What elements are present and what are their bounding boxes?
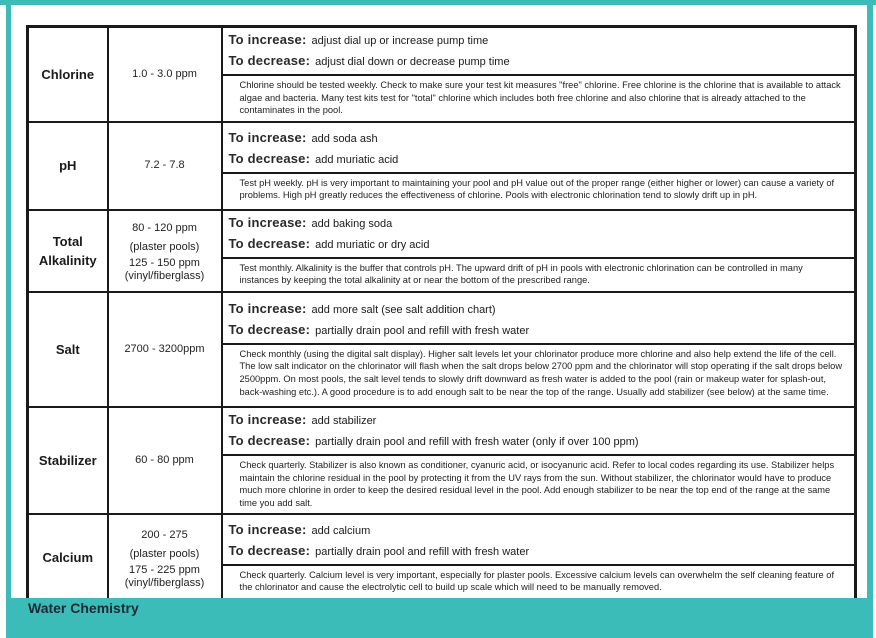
table-row-total-alkalinity <box>28 210 856 292</box>
top-accent-border <box>0 0 876 5</box>
increase-text: add stabilizer <box>311 414 377 427</box>
guidance-note: Test monthly. Alkalinity is the buffer that controls pH. The upward drift of pH in pools with electronic chlorination can be controlled in many instances by keeping the total alkalinity at or near the bottom of the prescribed range. <box>239 262 803 286</box>
adjustment-instructions <box>223 211 855 259</box>
increase-text: add soda ash <box>311 132 378 145</box>
range-line: 1.0 - 3.0 ppm <box>132 67 197 80</box>
adjustment-cell <box>222 122 856 210</box>
guidance-note: Check monthly (using the digital salt display). Higher salt levels let your chlorinator produce more chlorine and also help extend the life of the cell. The low salt indicator on the chlorinator will flash when the salt drops below 2700 ppm and the chlorinator will stop operating if the salt drops below 2500ppm. On most pools, the salt level tends to slowly drift downward as fresh water is added to the pool (rain or makeup water for splash-out, back-washing etc.). A good procedure is to add enough salt to be near the top of the range. Usually add stabilizer (see below) at the same time. <box>239 348 843 397</box>
decrease-text: adjust dial down or decrease pump time <box>315 56 510 68</box>
table-row-chlorine <box>28 27 856 122</box>
adjustment-cell <box>222 292 856 407</box>
range-line: 2700 - 3200ppm <box>124 342 205 355</box>
parameter-name: Salt <box>28 292 108 407</box>
footer-title: Water Chemistry <box>28 600 139 616</box>
parameter-name-line: Total <box>52 233 83 249</box>
decrease-text: partially drain pool and refill with fresh water <box>315 324 530 337</box>
increase-label: To increase: <box>228 32 307 47</box>
ideal-range <box>108 210 222 292</box>
increase-text: add baking soda <box>311 217 393 230</box>
adjustment-cell <box>222 407 856 514</box>
guidance-note: Chlorine should be tested weekly. Check to make sure your test kit measures "free" chlorine. Free chlorine is the chlorine that is available to attack algae and bacteria. Many test kits test for "total" chlorine which includes both free chlorine and also chlorine that is already attached to the contaminates in the pool. <box>239 80 841 116</box>
adjustment-cell <box>222 27 856 122</box>
range-line: 125 - 150 ppm <box>129 256 200 269</box>
decrease-text: partially drain pool and refill with fresh water <box>315 545 530 558</box>
increase-instruction <box>229 128 849 149</box>
decrease-instruction <box>229 51 849 72</box>
ideal-range <box>108 514 222 601</box>
increase-label: To increase: <box>228 300 307 316</box>
increase-label: To increase: <box>228 411 307 427</box>
increase-instruction <box>229 213 849 234</box>
decrease-text: partially drain pool and refill with fresh water (only if over 100 ppm) <box>315 435 639 448</box>
increase-label: To increase: <box>228 521 307 537</box>
decrease-label: To decrease: <box>228 150 311 166</box>
decrease-label: To decrease: <box>228 53 311 68</box>
adjustment-cell <box>222 514 856 601</box>
increase-label: To increase: <box>228 129 307 145</box>
decrease-instruction <box>229 320 849 341</box>
increase-instruction <box>229 410 849 431</box>
table-row-stabilizer <box>28 407 856 514</box>
table-row-ph <box>28 122 856 210</box>
increase-instruction <box>229 30 849 51</box>
adjustment-cell <box>222 210 856 292</box>
decrease-text: add muriatic or dry acid <box>315 238 430 251</box>
decrease-instruction <box>229 234 849 255</box>
adjustment-instructions <box>223 297 855 345</box>
adjustment-instructions <box>223 408 855 456</box>
ideal-range <box>108 292 222 407</box>
range-line: (plaster pools) <box>129 240 200 253</box>
increase-text: adjust dial up or increase pump time <box>311 35 489 47</box>
water-chemistry-table <box>26 25 857 603</box>
increase-text: add calcium <box>311 524 371 537</box>
decrease-label: To decrease: <box>228 542 311 558</box>
guidance-note: Check quarterly. Calcium level is very important, especially for plaster pools. Excessive calcium levels can overwhelm the self cleaning feature of the chlorinator and cause the electrolytic cell to build up scale which will need to be manually removed. <box>239 569 835 593</box>
adjustment-instructions <box>223 28 855 76</box>
table-row-salt <box>28 292 856 407</box>
parameter-name: Chlorine <box>28 27 108 122</box>
increase-instruction <box>229 299 849 320</box>
adjustment-instructions <box>223 126 855 174</box>
parameter-name: Calcium <box>28 514 108 601</box>
range-line: (plaster pools) <box>129 547 200 560</box>
ideal-range <box>108 27 222 122</box>
decrease-label: To decrease: <box>228 432 311 448</box>
ideal-range <box>108 407 222 514</box>
guidance-note: Check quarterly. Stabilizer is also known as conditioner, cyanuric acid, or isocyanuric acid. Refer to local codes regarding its use. Stabilizer helps maintain the chlorine residual in the pool by protecting it from the UV rays from the sun. Without stabilizer, the chlorinator would have to produce much more chlorine in order to keep the desired residual level in the pool. Add enough stabilizer to be near the top end of the range at the same time you add salt. <box>239 459 835 508</box>
guidance-note: Test pH weekly. pH is very important to maintaining your pool and pH value out of the proper range (either higher or lower) can cause a variety of problems. High pH greatly reduces the effectiveness of chlorine. Pools with electronic chlorination tend to slowly drift up in pH. <box>239 177 835 201</box>
parameter-name <box>28 210 108 292</box>
ideal-range <box>108 122 222 210</box>
decrease-label: To decrease: <box>228 235 311 251</box>
decrease-instruction <box>229 541 849 562</box>
range-line: 200 - 275 <box>141 528 188 541</box>
table-row-calcium <box>28 514 856 601</box>
decrease-instruction <box>229 149 849 170</box>
increase-label: To increase: <box>228 214 307 230</box>
right-accent-border <box>867 5 873 599</box>
range-line: 80 - 120 ppm <box>132 221 197 234</box>
range-line: (vinyl/fiberglass) <box>124 576 205 589</box>
parameter-name: pH <box>28 122 108 210</box>
range-line: 60 - 80 ppm <box>135 454 194 467</box>
increase-text: add more salt (see salt addition chart) <box>311 303 496 316</box>
decrease-label: To decrease: <box>228 321 311 337</box>
parameter-name: Stabilizer <box>28 407 108 514</box>
decrease-instruction <box>229 431 849 452</box>
increase-instruction <box>229 520 849 541</box>
adjustment-instructions <box>223 518 855 566</box>
range-line: 175 - 225 ppm <box>129 563 200 576</box>
range-line: 7.2 - 7.8 <box>144 159 185 172</box>
decrease-text: add muriatic acid <box>315 153 399 166</box>
range-line: (vinyl/fiberglass) <box>124 269 205 282</box>
parameter-name-line: Alkalinity <box>38 252 97 268</box>
left-accent-border <box>6 5 11 599</box>
